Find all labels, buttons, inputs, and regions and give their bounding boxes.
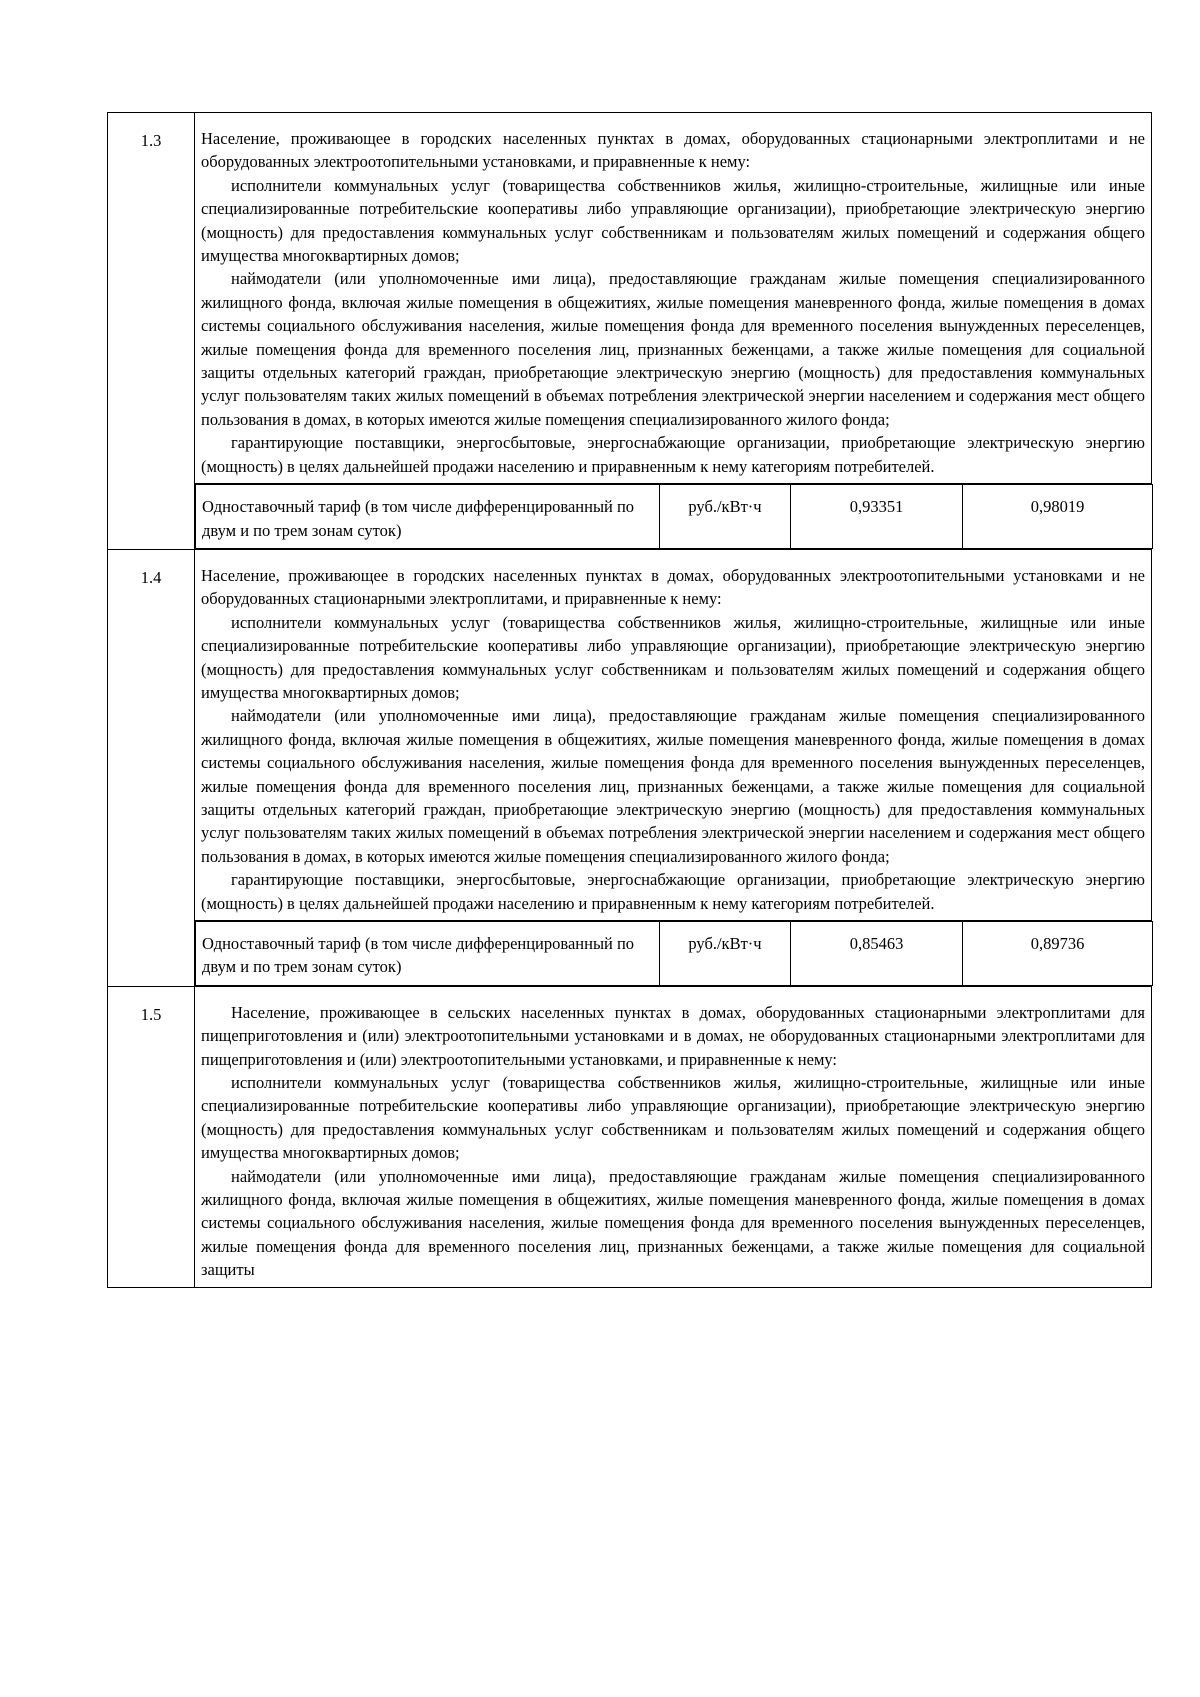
consumer-description [195, 986, 1152, 1287]
tariff-unit: руб./кВт·ч [660, 485, 791, 549]
tariff-value-2: 0,98019 [963, 485, 1153, 549]
table-row [108, 986, 1152, 1287]
tariff-value-1: 0,85463 [791, 922, 963, 986]
tariff-name: Одноставочный тариф (в том числе дифференцированный по двум и по трем зонам суток) [196, 922, 660, 986]
consumer-description [195, 549, 1152, 920]
paragraph: наймодатели (или уполномоченные ими лица), предоставляющие гражданам жилые помещения специализированного жилищного фонда, включая жилые помещения в общежитиях, жилые помещения маневренного фонда, жилые помещения в домах системы социального обслуживания населения, жилые помещения фонда для временного поселения вынужденных переселенцев, жилые помещения фонда для временного поселения лиц, признанных беженцами, а также жилые помещения для социальной защиты отдельных категорий граждан, приобретающие электрическую энергию (мощность) для предоставления коммунальных услуг пользователям таких жилых помещений в объемах потребления электрической энергии населением и содержания мест общего пользования в домах, в которых имеются жилые помещения специализированного жилого фонда; [201, 269, 1145, 429]
paragraph: Население, проживающее в сельских населенных пунктах в домах, оборудованных стационарными электроплитами для пищеприготовления и (или) электроотопительными установками и в домах, не оборудованных стационарными электроплитами для пищеприготовления и (или) электроотопительными установками, и приравненные к нему: [201, 1002, 1145, 1069]
table-row [108, 484, 1152, 550]
tariff-row [196, 485, 1153, 549]
tariff-unit: руб./кВт·ч [660, 922, 791, 986]
tariff-value-1: 0,93351 [791, 485, 963, 549]
paragraph: наймодатели (или уполномоченные ими лица), предоставляющие гражданам жилые помещения специализированного жилищного фонда, включая жилые помещения в общежитиях, жилые помещения маневренного фонда, жилые помещения в домах системы социального обслуживания населения, жилые помещения фонда для временного поселения вынужденных переселенцев, жилые помещения фонда для временного поселения лиц, признанных беженцами, а также жилые помещения для социальной защиты отдельных категорий граждан, приобретающие электрическую энергию (мощность) для предоставления коммунальных услуг пользователям таких жилых помещений в объемах потребления электрической энергии населением и содержания мест общего пользования в домах, в которых имеются жилые помещения специализированного жилого фонда; [201, 706, 1145, 866]
paragraph: Население, проживающее в городских населенных пунктах в домах, оборудованных стационарными электроплитами и не оборудованных электроотопительными установками, и приравненные к нему: [201, 129, 1145, 172]
tariff-value-2: 0,89736 [963, 922, 1153, 986]
paragraph: гарантирующие поставщики, энергосбытовые, энергоснабжающие организации, приобретающие электрическую энергию (мощность) в целях дальнейшей продажи населению и приравненным к нему категориям потребителей. [201, 870, 1145, 913]
row-number: 1.4 [108, 549, 195, 986]
paragraph: Население, проживающее в городских населенных пунктах в домах, оборудованных электроотопительными установками и не оборудованных стационарными электроплитами, и приравненные к нему: [201, 565, 1145, 609]
tariff-name: Одноставочный тариф (в том числе дифференцированный по двум и по трем зонам суток) [196, 485, 660, 549]
tariff-subtable [195, 484, 1153, 549]
paragraph: исполнители коммунальных услуг (товарищества собственников жилья, жилищно-строительные, жилищные или иные специализированные потребительские кооперативы либо управляющие организации), приобретающие электрическую энергию (мощность) для предоставления коммунальных услуг собственникам и пользователям жилых помещений и содержания общего имущества многоквартирных домов; [201, 175, 1145, 266]
row-number: 1.5 [108, 986, 195, 1287]
table-row [108, 921, 1152, 987]
row-number: 1.3 [108, 113, 195, 550]
table-row [108, 549, 1152, 920]
tariff-subtable [195, 921, 1153, 986]
paragraph: исполнители коммунальных услуг (товарищества собственников жилья, жилищно-строительные, жилищные или иные специализированные потребительские кооперативы либо управляющие организации), приобретающие электрическую энергию (мощность) для предоставления коммунальных услуг собственникам и пользователям жилых помещений и содержания общего имущества многоквартирных домов; [201, 1073, 1145, 1163]
consumer-description [195, 113, 1152, 484]
tariff-row [196, 922, 1153, 986]
tariff-table [107, 112, 1152, 1288]
table-row [108, 113, 1152, 484]
paragraph: наймодатели (или уполномоченные ими лица), предоставляющие гражданам жилые помещения специализированного жилищного фонда, включая жилые помещения в общежитиях, жилые помещения маневренного фонда, жилые помещения в домах системы социального обслуживания населения, жилые помещения фонда для временного поселения вынужденных переселенцев, жилые помещения фонда для временного поселения лиц, признанных беженцами, а также жилые помещения для социальной защиты [201, 1166, 1145, 1280]
paragraph: исполнители коммунальных услуг (товарищества собственников жилья, жилищно-строительные, жилищные или иные специализированные потребительские кооперативы либо управляющие организации), приобретающие электрическую энергию (мощность) для предоставления коммунальных услуг собственникам и пользователям жилых помещений и содержания общего имущества многоквартирных домов; [201, 612, 1145, 702]
paragraph: гарантирующие поставщики, энергосбытовые, энергоснабжающие организации, приобретающие электрическую энергию (мощность) в целях дальнейшей продажи населению и приравненным к нему категориям потребителей. [201, 433, 1145, 476]
